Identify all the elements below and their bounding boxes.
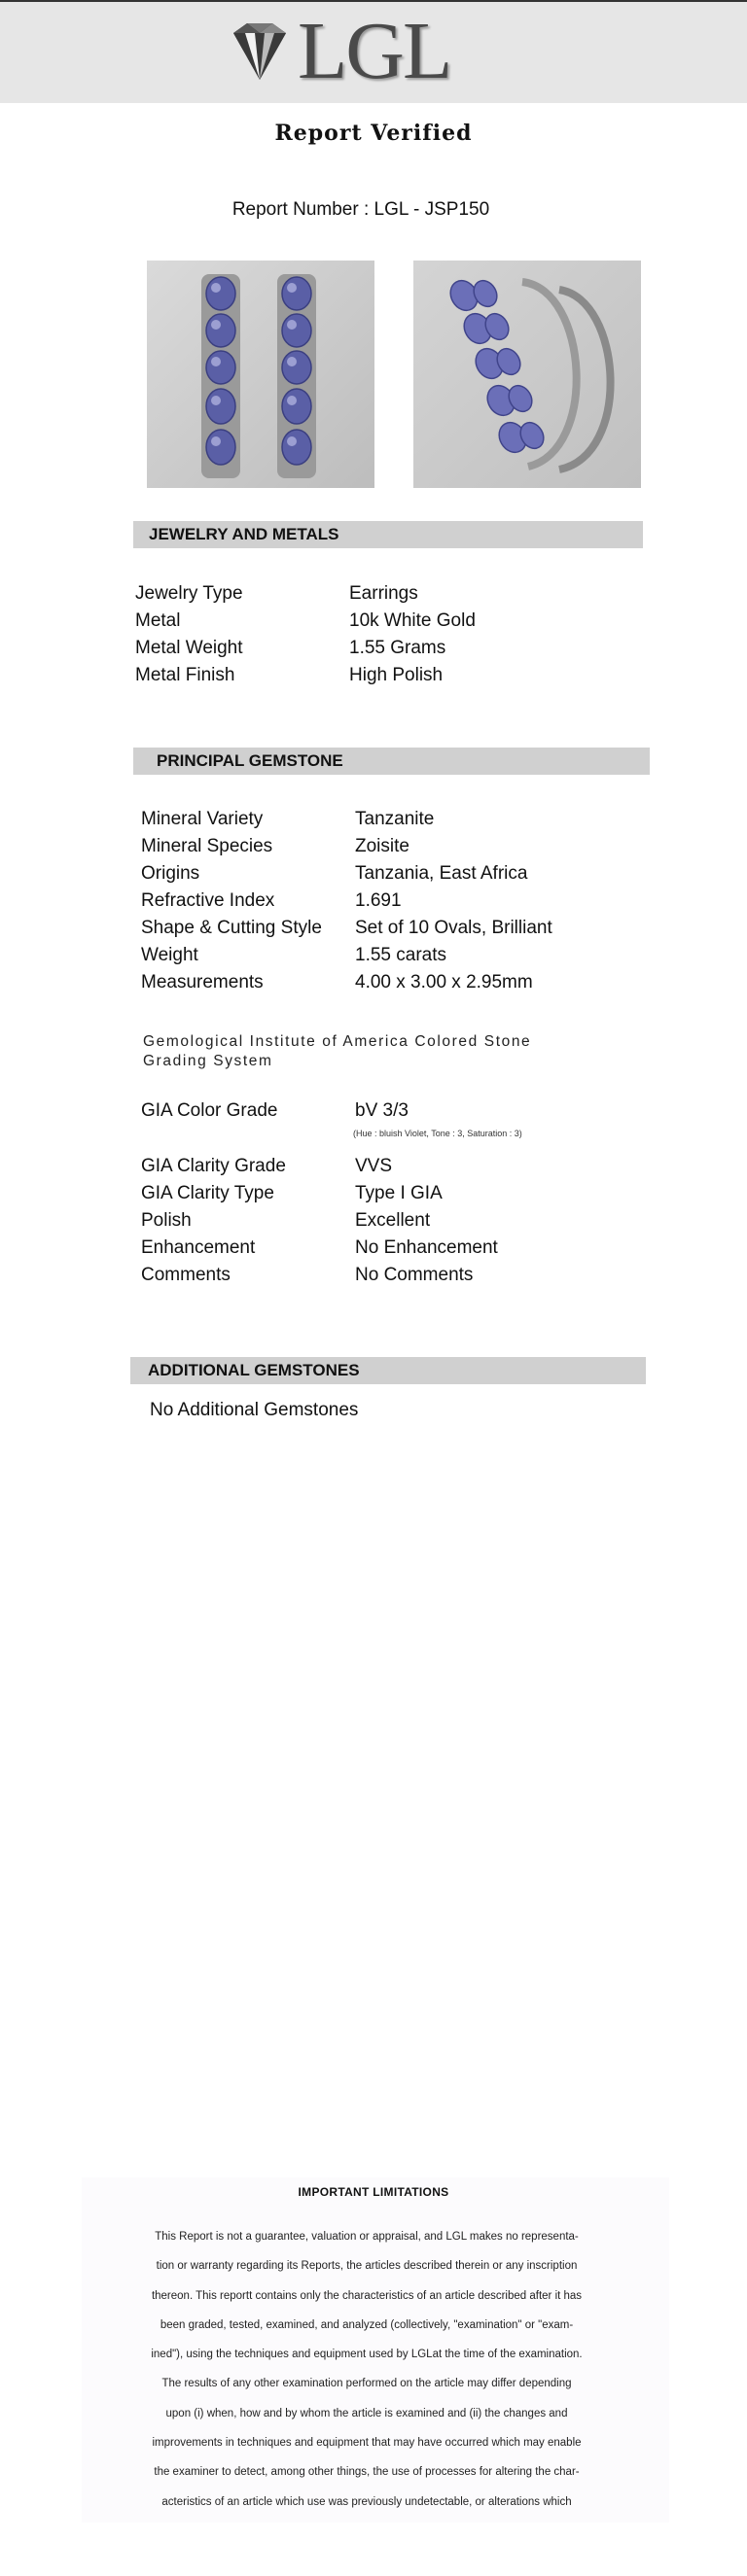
- spec-value: Tanzania, East Africa: [355, 863, 528, 884]
- earrings-front-photo: [147, 261, 374, 488]
- spec-label: Measurements: [141, 972, 264, 992]
- limitations-line: This Report is not a guarantee, valuation or appraisal, and LGL makes no representa-: [155, 2231, 579, 2243]
- principal-gemstone-heading: PRINCIPAL GEMSTONE: [133, 748, 650, 775]
- spec-label: Metal: [135, 610, 181, 631]
- earrings-side-photo: [413, 261, 641, 488]
- limitations-line: tion or warranty regarding its Reports, the articles described therein or any inscription: [156, 2260, 578, 2273]
- lgl-logo[interactable]: [226, 6, 451, 96]
- hue-note: (Hue : bluish Violet, Tone : 3, Saturation : 3): [353, 1129, 522, 1138]
- spec-label: Comments: [141, 1265, 231, 1285]
- spec-value: Zoisite: [355, 836, 409, 856]
- spec-label: GIA Color Grade: [141, 1100, 278, 1121]
- spec-label: Shape & Cutting Style: [141, 918, 322, 938]
- limitations-line: been graded, tested, examined, and analyzed (collectively, "examination" or "exam-: [160, 2318, 574, 2331]
- spec-value: 4.00 x 3.00 x 2.95mm: [355, 972, 533, 992]
- spec-value: Earrings: [349, 583, 418, 604]
- spec-value: 10k White Gold: [349, 610, 476, 631]
- report-number: Report Number : LGL - JSP150: [231, 199, 490, 220]
- spec-label: Mineral Variety: [141, 809, 264, 829]
- spec-label: Origins: [141, 863, 200, 884]
- spec-value: VVS: [355, 1156, 393, 1176]
- spec-value: No Comments: [355, 1265, 474, 1285]
- gia-grading-note: Gemological Institute of America Colored Stone Grading System: [143, 1033, 532, 1069]
- report-title: Report Verified: [274, 121, 473, 146]
- additional-gemstones-text: No Additional Gemstones: [150, 1400, 359, 1420]
- spec-value: No Enhancement: [355, 1237, 498, 1258]
- limitations-line: ined"), using the techniques and equipment used by LGLat the time of the examination.: [151, 2349, 583, 2361]
- spec-label: Enhancement: [141, 1237, 256, 1258]
- spec-label: Mineral Species: [141, 836, 273, 856]
- limitations-line: improvements in techniques and equipment that may have occurred which may enable: [152, 2437, 582, 2450]
- logo-text: LGL: [298, 6, 451, 96]
- spec-label: Weight: [141, 945, 198, 965]
- spec-value: Excellent: [355, 1210, 431, 1231]
- spec-label: Polish: [141, 1210, 192, 1231]
- spec-label: Metal Weight: [135, 638, 243, 658]
- limitations-title: IMPORTANT LIMITATIONS: [298, 2185, 449, 2199]
- limitations-line: The results of any other examination performed on the article may differ depending: [161, 2378, 572, 2390]
- limitations-line: thereon. This reportt contains only the characteristics of an article described after it has: [151, 2289, 583, 2302]
- header-banner: [0, 2, 747, 103]
- spec-value: 1.691: [355, 890, 402, 911]
- spec-label: Refractive Index: [141, 890, 275, 911]
- spec-label: GIA Clarity Type: [141, 1183, 274, 1203]
- additional-gemstones-heading: ADDITIONAL GEMSTONES: [130, 1357, 646, 1384]
- spec-value: Tanzanite: [355, 809, 435, 829]
- spec-value: Type I GIA: [355, 1183, 443, 1203]
- spec-value: 1.55 carats: [355, 945, 446, 965]
- limitations-text: [105, 2222, 628, 2517]
- diamond-icon: [226, 19, 294, 84]
- spec-label: GIA Clarity Grade: [141, 1156, 286, 1176]
- spec-label: Jewelry Type: [135, 583, 243, 604]
- spec-value: High Polish: [349, 665, 444, 685]
- limitations-line: the examiner to detect, among other things, the use of processes for altering the char-: [154, 2466, 580, 2479]
- spec-label: Metal Finish: [135, 665, 235, 685]
- spec-value: bV 3/3: [355, 1100, 409, 1121]
- spec-value: Set of 10 Ovals, Brilliant: [355, 918, 552, 938]
- limitations-line: acteristics of an article which use was previously undetectable, or alterations which: [161, 2495, 572, 2508]
- jewelry-metals-heading: JEWELRY AND METALS: [133, 521, 643, 548]
- limitations-line: upon (i) when, how and by whom the article is examined and (ii) the changes and: [165, 2407, 568, 2419]
- spec-value: 1.55 Grams: [349, 638, 446, 658]
